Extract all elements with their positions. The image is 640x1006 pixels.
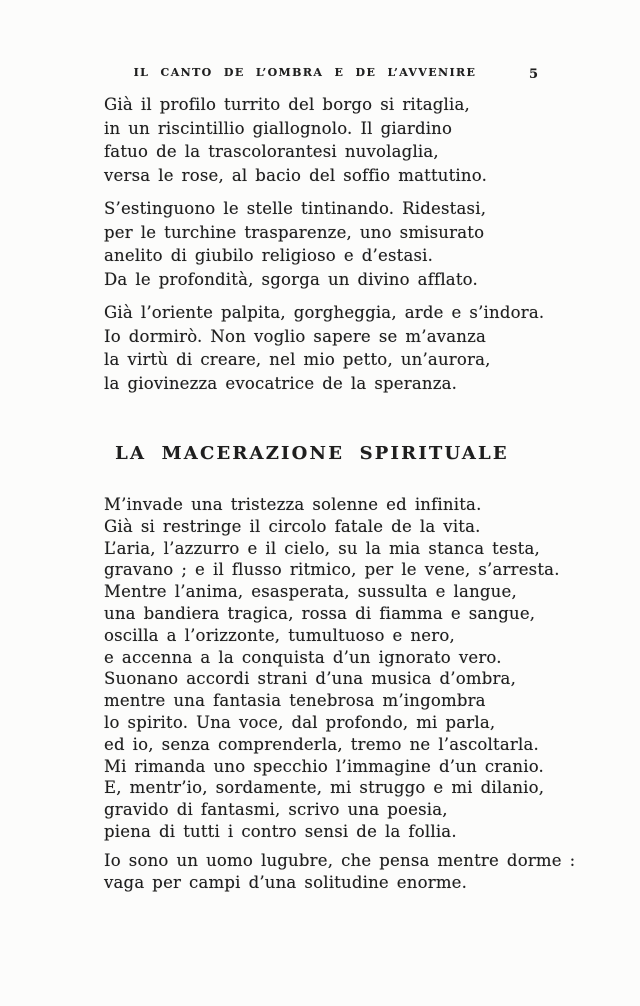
poem-line: la virtù di creare, nel mio petto, un’aurora,	[104, 350, 491, 369]
poem-line: Già l’oriente palpita, gorgheggia, arde e s’indora.	[104, 303, 545, 322]
poem-line: Già si restringe il circolo fatale de la vita.	[104, 516, 481, 536]
page-number: 5	[529, 67, 539, 82]
poem-title: LA MACERAZIONE SPIRITUALE	[115, 443, 509, 464]
poem-line: L’aria, l’azzurro e il cielo, su la mia stanca testa,	[104, 538, 540, 558]
poem-line: versa le rose, al bacio del soffio mattutino.	[104, 165, 488, 185]
poem-line: la giovinezza evocatrice de la speranza.	[104, 373, 458, 393]
poem-line: piena di tutti i contro sensi de la follia.	[104, 821, 457, 841]
poem-line: ed io, senza comprenderla, tremo ne l’ascoltarla.	[104, 734, 539, 754]
poem-line: in un riscintillio giallognolo. Il giardino	[104, 118, 453, 138]
poem-line: Mentre l’anima, esasperata, sussulta e langue,	[104, 582, 517, 602]
poem-line: Suonano accordi strani d’una musica d’ombra,	[104, 669, 517, 689]
poem-line: E, mentr’io, sordamente, mi struggo e mi dilanio,	[104, 778, 545, 798]
poem-line: mentre una fantasia tenebrosa m’ingombra	[104, 691, 486, 711]
poem-line: lo spirito. Una voce, dal profondo, mi parla,	[104, 712, 496, 732]
poem-line: Io dormirò. Non voglio sapere se m’avanza	[104, 326, 487, 346]
poem-line: M’invade una tristezza solenne ed infinita.	[104, 495, 482, 514]
poem-line: una bandiera tragica, rossa di fiamma e sangue,	[104, 603, 536, 623]
poem-line: Mi rimanda uno specchio l’immagine d’un cranio.	[104, 756, 544, 776]
poem-line: Da le profondità, sgorga un divino afflato.	[104, 269, 478, 289]
running-title: IL CANTO DE L’OMBRA E DE L’AVVENIRE	[133, 66, 477, 79]
stanza-2	[104, 197, 574, 291]
stanza-3	[104, 301, 574, 395]
poem-line: oscilla a l’orizzonte, tumultuoso e nero,	[104, 625, 455, 645]
poem-line: S’estinguono le stelle tintinando. Ridestasi,	[104, 199, 487, 218]
stanza-1	[104, 93, 574, 187]
poem-line: anelito di giubilo religioso e d’estasi.	[104, 246, 434, 265]
page-header	[0, 66, 640, 86]
stanza-4	[104, 494, 574, 843]
poem-line: fatuo de la trascolorantesi nuvolaglia,	[104, 142, 439, 161]
poem-line: Già il profilo turrito del borgo si ritaglia,	[104, 95, 470, 114]
poem-line: per le turchine trasparenze, uno smisurato	[104, 222, 485, 242]
stanza-5	[104, 850, 574, 894]
poem-line: vaga per campi d’una solitudine enorme.	[104, 872, 468, 892]
poem-line: gravano ; e il flusso ritmico, per le vene, s’arresta.	[104, 560, 560, 580]
poem-line: gravido di fantasmi, scrivo una poesia,	[104, 800, 448, 820]
text-column	[104, 93, 574, 904]
poem-line: e accenna a la conquista d’un ignorato vero.	[104, 647, 502, 667]
poem-line: Io sono un uomo lugubre, che pensa mentre dorme :	[104, 850, 576, 870]
